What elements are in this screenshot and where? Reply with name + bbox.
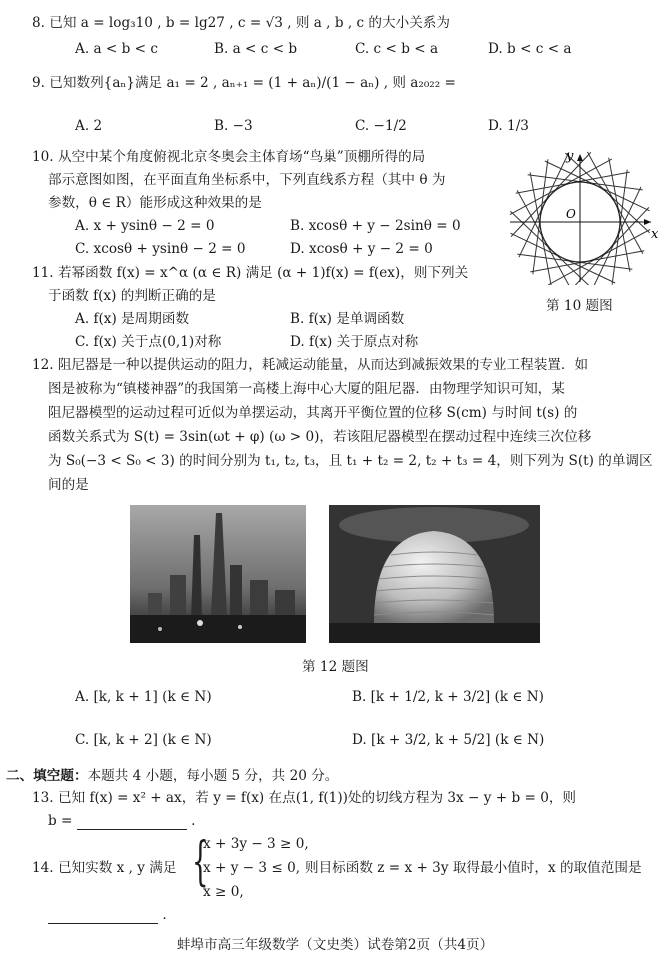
q13-line-2: b = .: [48, 813, 196, 829]
q8-option-a: A. a < b < c: [75, 41, 158, 57]
q8-stem: 8. 已知 a = log₃10 , b = lg27 , c = √3 , 则 a , b , c 的大小关系为: [32, 15, 450, 31]
q12-caption: 第 12 题图: [302, 659, 369, 675]
q10-option-c: C. xcosθ + ysinθ − 2 = 0: [75, 241, 246, 257]
q13-answer-prefix: b =: [48, 813, 73, 829]
q14-constraint-3: x ≥ 0,: [203, 884, 244, 900]
x-axis-arrow: [644, 219, 651, 225]
q14-suffix: 则目标函数 z = x + 3y 取得最小值时，x 的取值范围是: [305, 860, 642, 876]
section-2-heading: [6, 764, 338, 784]
q12-line-4: 函数关系式为 S(t) = 3sin(ωt + φ) (ω > 0)，若该阻尼器模型在摆动过程中连续三次位移: [48, 429, 592, 445]
q8-option-b: B. a < c < b: [214, 41, 298, 57]
q12-option-b: B. [k + 1/2, k + 3/2] (k ∈ N): [352, 689, 544, 705]
q11-line-2: 于函数 f(x) 的判断正确的是: [48, 288, 216, 304]
q8-option-d: D. b < c < a: [488, 41, 572, 57]
q10-option-a: A. x + ysinθ − 2 = 0: [75, 218, 215, 234]
q14-constraint-2: x + y − 3 ≤ 0,: [203, 860, 301, 876]
q9-stem: 9. 已知数列{aₙ}满足 a₁ = 2 , aₙ₊₁ = (1 + aₙ)/(1 − aₙ) , 则 a₂₀₂₂ =: [32, 75, 456, 91]
tangent-line: [517, 190, 573, 285]
q14-answer-line: .: [48, 906, 167, 924]
q10-line-1: 10. 从空中某个角度俯视北京冬奥会主体育场“鸟巢”顶棚所得的局: [32, 149, 426, 165]
q11-option-a: A. f(x) 是周期函数: [75, 311, 190, 327]
section-2-title: 二、填空题：: [6, 768, 88, 784]
page-footer: 蚌埠市高三年级数学（文史类）试卷第2页（共4页）: [176, 937, 494, 953]
q9-option-a: A. 2: [75, 118, 103, 134]
q9-option-d: D. 1/3: [488, 118, 529, 134]
q10-figure: [505, 150, 660, 285]
q12-line-3: 阻尼器模型的运动过程可近似为单摆运动，其离开平衡位置的位移 S(cm) 与时间 t(s) 的: [48, 405, 578, 421]
y-axis-arrow: [577, 154, 583, 161]
q11-option-d: D. f(x) 关于原点对称: [290, 334, 419, 350]
q10-line-3: 参数，θ ∈ R）能形成这种效果的是: [48, 195, 262, 211]
q14-answer-blank[interactable]: [48, 909, 158, 924]
q14-prefix: 14. 已知实数 x , y 满足: [32, 860, 177, 876]
q10-caption: 第 10 题图: [546, 298, 613, 314]
x-label: x: [651, 227, 659, 242]
q13-answer-blank[interactable]: [77, 815, 187, 830]
q9-option-c: C. −1/2: [355, 118, 407, 134]
q10-option-b: B. xcosθ + y − 2sinθ = 0: [290, 218, 461, 234]
y-label: y: [566, 150, 574, 164]
section-2-instructions: 本题共 4 小题，每小题 5 分，共 20 分。: [87, 768, 339, 784]
q14-constraint-1: x + 3y − 3 ≥ 0,: [203, 836, 309, 852]
q10-line-2: 部示意图如图，在平面直角坐标系中，下列直线系方程（其中 θ 为: [48, 172, 446, 188]
damper-photo: [329, 505, 540, 643]
q13-line-1: 13. 已知 f(x) = x² + ax，若 y = f(x) 在点(1, f(1))处的切线方程为 3x − y + b = 0，则: [32, 790, 577, 806]
q12-line-6: 间的是: [48, 477, 89, 493]
q14-brace: {: [192, 832, 209, 892]
origin-label: O: [566, 207, 576, 221]
q12-option-c: C. [k, k + 2] (k ∈ N): [75, 732, 212, 748]
q12-option-a: A. [k, k + 1] (k ∈ N): [75, 689, 212, 705]
tangent-line: [569, 207, 649, 285]
q12-line-2: 图是被称为“镇楼神器”的我国第一高楼上海中心大厦的阻尼器．由物理学知识可知，某: [48, 381, 565, 397]
q8-option-c: C. c < b < a: [355, 41, 439, 57]
q9-option-b: B. −3: [214, 118, 253, 134]
q10-option-d: D. xcosθ + y − 2 = 0: [290, 241, 433, 257]
q12-option-d: D. [k + 3/2, k + 5/2] (k ∈ N): [352, 732, 545, 748]
shanghai-skyline-photo: [130, 505, 306, 643]
q12-line-1: 12. 阻尼器是一种以提供运动的阻力，耗减运动能量，从而达到减振效果的专业工程装置．如: [32, 357, 589, 373]
q12-line-5: 为 S₀(−3 < S₀ < 3) 的时间分别为 t₁, t₂, t₃，且 t₁ + t₂ = 2, t₂ + t₃ = 4，则下列为 S(t) 的单调区: [48, 453, 653, 469]
q11-line-1: 11. 若幂函数 f(x) = x^α (α ∈ R) 满足 (α + 1)f(x) = f(ex)，则下列关: [32, 265, 469, 281]
q11-option-b: B. f(x) 是单调函数: [290, 311, 405, 327]
q11-option-c: C. f(x) 关于点(0,1)对称: [75, 334, 222, 350]
